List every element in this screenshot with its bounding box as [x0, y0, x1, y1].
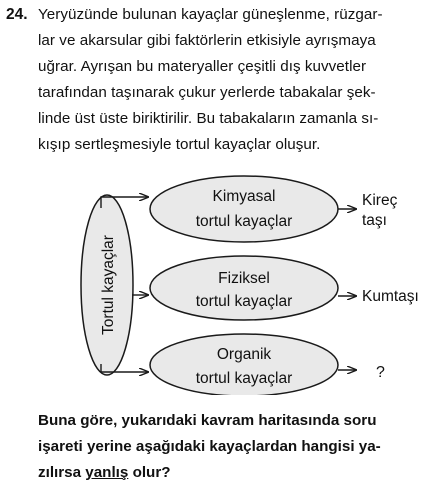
root-label: Tortul kayaçlar [100, 235, 117, 335]
result-question-mark: ? [376, 364, 385, 381]
branch-label-2: tortul kayaçlar [195, 370, 293, 387]
question-number: 24. [6, 6, 28, 23]
prompt-text-after: olur? [128, 464, 171, 481]
paragraph-line: Yeryüzünde bulunan kayaçlar güneşlenme, rüzgar- [38, 6, 383, 23]
branch-label-1: Fiziksel [218, 270, 270, 287]
concept-map [0, 170, 443, 395]
prompt-text-before: zılırsa [38, 464, 86, 481]
paragraph-line: lar ve akarsular gibi faktörlerin etkisiyle ayrışmaya [38, 32, 376, 49]
paragraph-line: uğrar. Ayrışan bu materyaller çeşitli dış kuvvetler [38, 58, 367, 75]
branch-ellipse-fiziksel [150, 256, 338, 320]
paragraph-line: tarafından taşınarak çukur yerlerde tabakalar şek- [38, 84, 376, 101]
branch-ellipse-kimyasal [150, 176, 338, 242]
branch-label-1: Kimyasal [212, 188, 276, 205]
question-prompt-line: Buna göre, yukarıdaki kavram haritasında soru [38, 412, 377, 429]
question-prompt-line: işareti yerine aşağıdaki kayaçlardan hangisi ya- [38, 438, 381, 455]
paragraph-line: linde üst üste biriktirilir. Bu tabakaların zamanla sı- [38, 110, 379, 127]
result-label: Kireç [362, 192, 398, 209]
prompt-underlined-word: yanlış [85, 464, 129, 481]
result-label: taşı [362, 212, 387, 229]
branch-label-2: tortul kayaçlar [195, 293, 293, 310]
branch-label-1: Organik [216, 346, 272, 363]
paragraph-line: kışıp sertleşmesiyle tortul kayaçlar oluşur. [38, 136, 321, 153]
result-label: Kumtaşı [362, 288, 419, 305]
question-prompt-line [38, 464, 171, 481]
branch-label-2: tortul kayaçlar [195, 213, 293, 230]
